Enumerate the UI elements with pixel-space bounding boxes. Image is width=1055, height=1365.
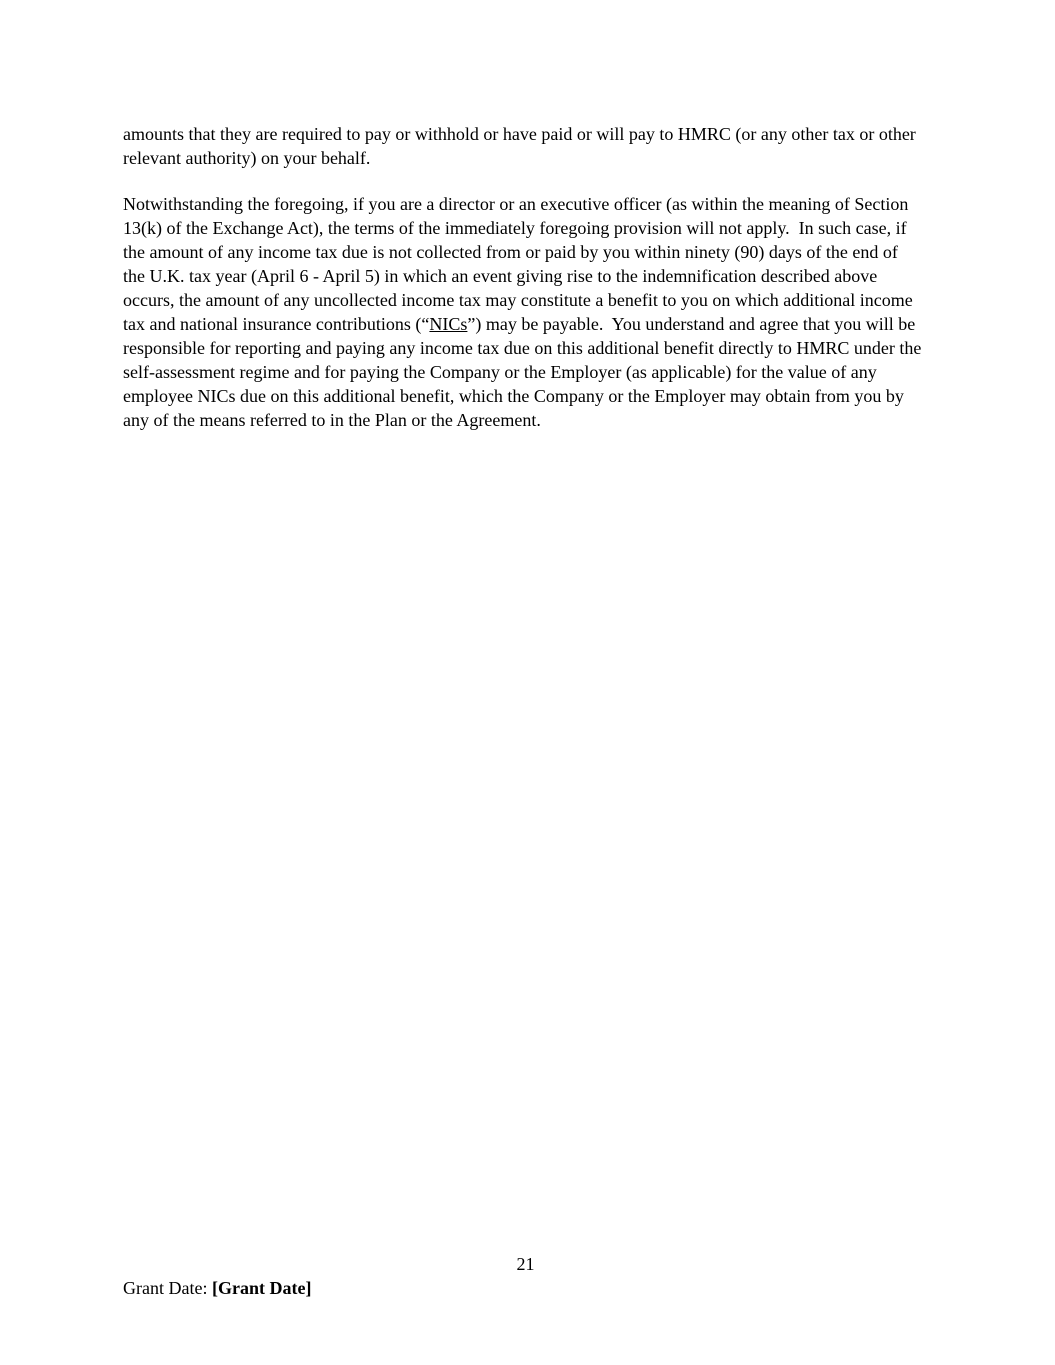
page-number: 21 xyxy=(516,1254,535,1274)
grant-date-line xyxy=(123,1276,928,1300)
grant-date-value: [Grant Date] xyxy=(211,1278,312,1298)
paragraph-text: Notwithstanding the foregoing, if you are a director or an executive officer (as within the meaning of Section 13(k) of the Exchange Act), the terms of the immediately foregoing provision will not apply. In such case, if the amount of any income tax due is not collected from or paid by you within ninety (90) days of the end of the U.K. tax year (April 6 - April 5) in which an event giving rise to the indemnification described above occurs, the amount of any uncollected income tax may constitute a benefit to you on which additional income tax and national insurance contributions (“ xyxy=(123,194,918,334)
page-footer xyxy=(123,1252,928,1300)
defined-term-nics: NICs xyxy=(429,314,468,334)
paragraph-tax-withholding xyxy=(123,122,923,170)
paragraph-text: amounts that they are required to pay or withhold or have paid or will pay to HMRC (or any other tax or other relevant authority) on your behalf. xyxy=(123,124,921,168)
paragraph-director-provision xyxy=(123,192,926,432)
document-body xyxy=(123,122,926,432)
grant-date-label: Grant Date: xyxy=(123,1278,212,1298)
paragraph-text: ”) may be payable. You understand and agree that you will be responsible for reporting and paying any income tax due on this additional benefit directly to HMRC under the self-assessment regime and for paying the Company or the Employer (as applicable) for the value of any employee NICs due on this additional benefit, which the Company or the Employer may obtain from you by any of the means referred to in the Plan or the Agreement. xyxy=(123,314,926,430)
